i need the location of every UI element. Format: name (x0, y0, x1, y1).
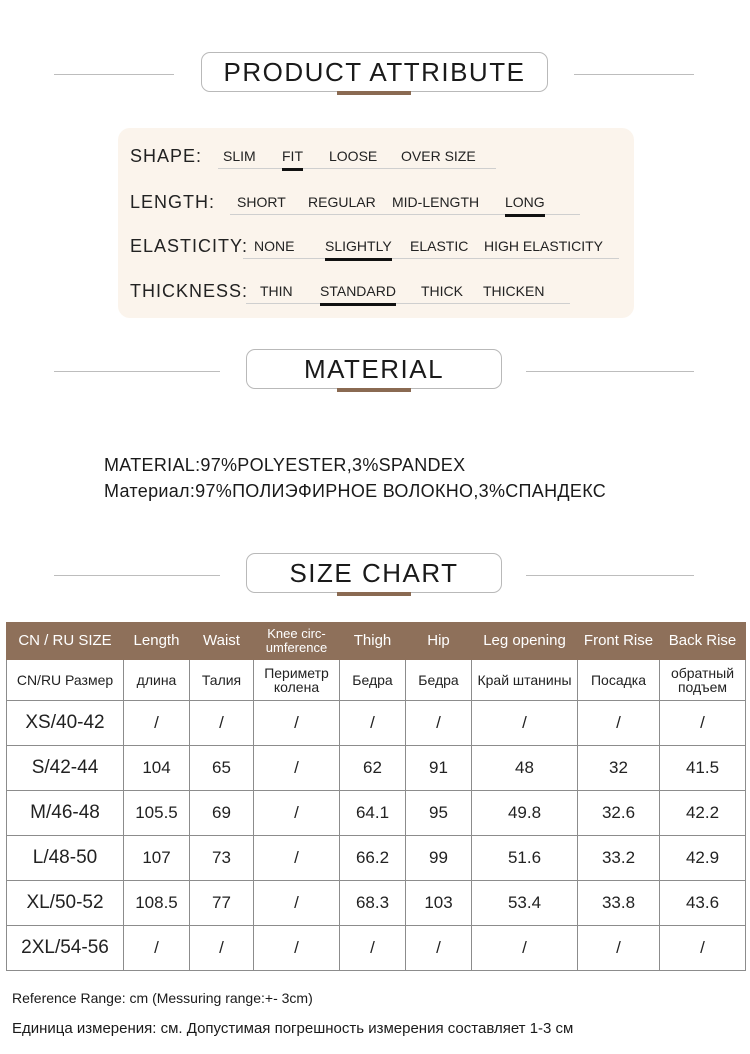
attribute-option: OVER SIZE (401, 148, 476, 164)
material-english: MATERIAL:97%POLYESTER,3%SPANDEX (104, 455, 466, 475)
divider-left (54, 575, 220, 576)
value-cell: / (578, 926, 660, 971)
header-waist: Waist (190, 623, 254, 660)
value-cell: / (578, 701, 660, 746)
ru-header-cell: Посадка (578, 660, 660, 701)
note-russian: Единица измерения: см. Допустимая погрешность измерения составляет 1-3 см (12, 1020, 574, 1037)
header-front-rise: Front Rise (578, 623, 660, 660)
table-row (7, 836, 746, 881)
table-row (7, 926, 746, 971)
header-size: CN / RU SIZE (7, 623, 124, 660)
value-cell: 64.1 (340, 791, 406, 836)
value-cell: 91 (406, 746, 472, 791)
value-cell: 51.6 (472, 836, 578, 881)
header-thigh: Thigh (340, 623, 406, 660)
divider-right (526, 575, 694, 576)
table-row (7, 746, 746, 791)
ru-header-cell: обратный подъем (660, 660, 746, 701)
value-cell: / (254, 791, 340, 836)
divider-left (54, 371, 220, 372)
value-cell: 99 (406, 836, 472, 881)
attribute-label: LENGTH: (130, 192, 216, 212)
attribute-row-shape (118, 142, 634, 178)
ru-header-cell: Бедра (406, 660, 472, 701)
attribute-option: NONE (254, 238, 295, 254)
attribute-label: THICKNESS: (130, 281, 249, 301)
value-cell: 107 (124, 836, 190, 881)
header-length: Length (124, 623, 190, 660)
size-cell: 2XL/54-56 (7, 926, 124, 971)
note-english: Reference Range: cm (Messuring range:+- 3cm) (12, 990, 313, 1006)
material-header (0, 349, 750, 409)
header-hip: Hip (406, 623, 472, 660)
divider-right (526, 371, 694, 372)
size-cell: XS/40-42 (7, 701, 124, 746)
value-cell: / (254, 701, 340, 746)
material-russian: Материал:97%ПОЛИЭФИРНОЕ ВОЛОКНО,3%СПАНДЕКС (104, 481, 607, 501)
value-cell: 49.8 (472, 791, 578, 836)
size-chart-header (0, 553, 750, 613)
attribute-option: MID-LENGTH (392, 194, 480, 210)
value-cell: 103 (406, 881, 472, 926)
value-cell: / (340, 701, 406, 746)
attribute-option-selected: FIT (282, 148, 303, 164)
table-row (7, 791, 746, 836)
product-attribute-header (0, 52, 750, 112)
divider-left (54, 74, 174, 75)
attribute-label: SHAPE: (130, 146, 203, 166)
value-cell: / (254, 881, 340, 926)
header-back-rise: Back Rise (660, 623, 746, 660)
value-cell: 42.2 (660, 791, 746, 836)
value-cell: 33.8 (578, 881, 660, 926)
value-cell: 77 (190, 881, 254, 926)
attribute-row-thickness (118, 277, 634, 313)
header-leg-opening: Leg opening (472, 623, 578, 660)
title-accent-bar (337, 91, 411, 95)
value-cell: 69 (190, 791, 254, 836)
size-cell: L/48-50 (7, 836, 124, 881)
value-cell: / (340, 926, 406, 971)
value-cell: / (472, 701, 578, 746)
value-cell: / (660, 926, 746, 971)
value-cell: / (660, 701, 746, 746)
ru-header-cell: CN/RU Размер (7, 660, 124, 701)
value-cell: 62 (340, 746, 406, 791)
value-cell: / (124, 926, 190, 971)
attribute-option: THICKEN (483, 283, 545, 299)
size-header-row-ru (7, 660, 746, 701)
value-cell: / (190, 701, 254, 746)
value-cell: / (124, 701, 190, 746)
title-accent-bar (337, 592, 411, 596)
ru-header-cell: Край штанины (472, 660, 578, 701)
material-composition (104, 452, 606, 504)
product-attribute-title: PRODUCT ATTRIBUTE (201, 52, 548, 92)
material-title: MATERIAL (246, 349, 502, 389)
value-cell: 32.6 (578, 791, 660, 836)
size-chart-title: SIZE CHART (246, 553, 502, 593)
value-cell: 95 (406, 791, 472, 836)
attribute-panel (118, 128, 634, 318)
table-row (7, 881, 746, 926)
table-row (7, 701, 746, 746)
attribute-option: SHORT (237, 194, 286, 210)
value-cell: / (406, 701, 472, 746)
header-knee: Knee circ-umference (254, 623, 340, 660)
attribute-option-selected: STANDARD (320, 283, 396, 299)
title-accent-bar (337, 388, 411, 392)
value-cell: 33.2 (578, 836, 660, 881)
value-cell: 41.5 (660, 746, 746, 791)
value-cell: 32 (578, 746, 660, 791)
value-cell: 105.5 (124, 791, 190, 836)
value-cell: 104 (124, 746, 190, 791)
value-cell: 108.5 (124, 881, 190, 926)
value-cell: 73 (190, 836, 254, 881)
attribute-option: REGULAR (308, 194, 376, 210)
measurement-notes (12, 990, 573, 1037)
size-chart-table (6, 622, 746, 971)
value-cell: 65 (190, 746, 254, 791)
ru-header-cell: Бедра (340, 660, 406, 701)
size-cell: S/42-44 (7, 746, 124, 791)
size-header-row-en (7, 623, 746, 660)
attribute-row-elasticity (118, 232, 634, 268)
value-cell: / (254, 836, 340, 881)
attribute-option: THICK (421, 283, 463, 299)
divider-right (574, 74, 694, 75)
attribute-option: SLIM (223, 148, 256, 164)
value-cell: / (190, 926, 254, 971)
ru-header-cell: Талия (190, 660, 254, 701)
value-cell: 53.4 (472, 881, 578, 926)
value-cell: / (254, 746, 340, 791)
ru-header-cell: Периметр колена (254, 660, 340, 701)
size-cell: M/46-48 (7, 791, 124, 836)
attribute-option: LOOSE (329, 148, 378, 164)
value-cell: 66.2 (340, 836, 406, 881)
ru-header-cell: длина (124, 660, 190, 701)
value-cell: 42.9 (660, 836, 746, 881)
attribute-option: ELASTIC (410, 238, 469, 254)
value-cell: 43.6 (660, 881, 746, 926)
value-cell: 68.3 (340, 881, 406, 926)
attribute-row-length (118, 188, 634, 224)
attribute-option: HIGH ELASTICITY (484, 238, 604, 254)
attribute-option-selected: SLIGHTLY (325, 238, 392, 254)
attribute-label: ELASTICITY: (130, 236, 249, 256)
value-cell: / (472, 926, 578, 971)
attribute-option-selected: LONG (505, 194, 545, 210)
size-cell: XL/50-52 (7, 881, 124, 926)
value-cell: / (254, 926, 340, 971)
value-cell: / (406, 926, 472, 971)
attribute-option: THIN (260, 283, 293, 299)
value-cell: 48 (472, 746, 578, 791)
